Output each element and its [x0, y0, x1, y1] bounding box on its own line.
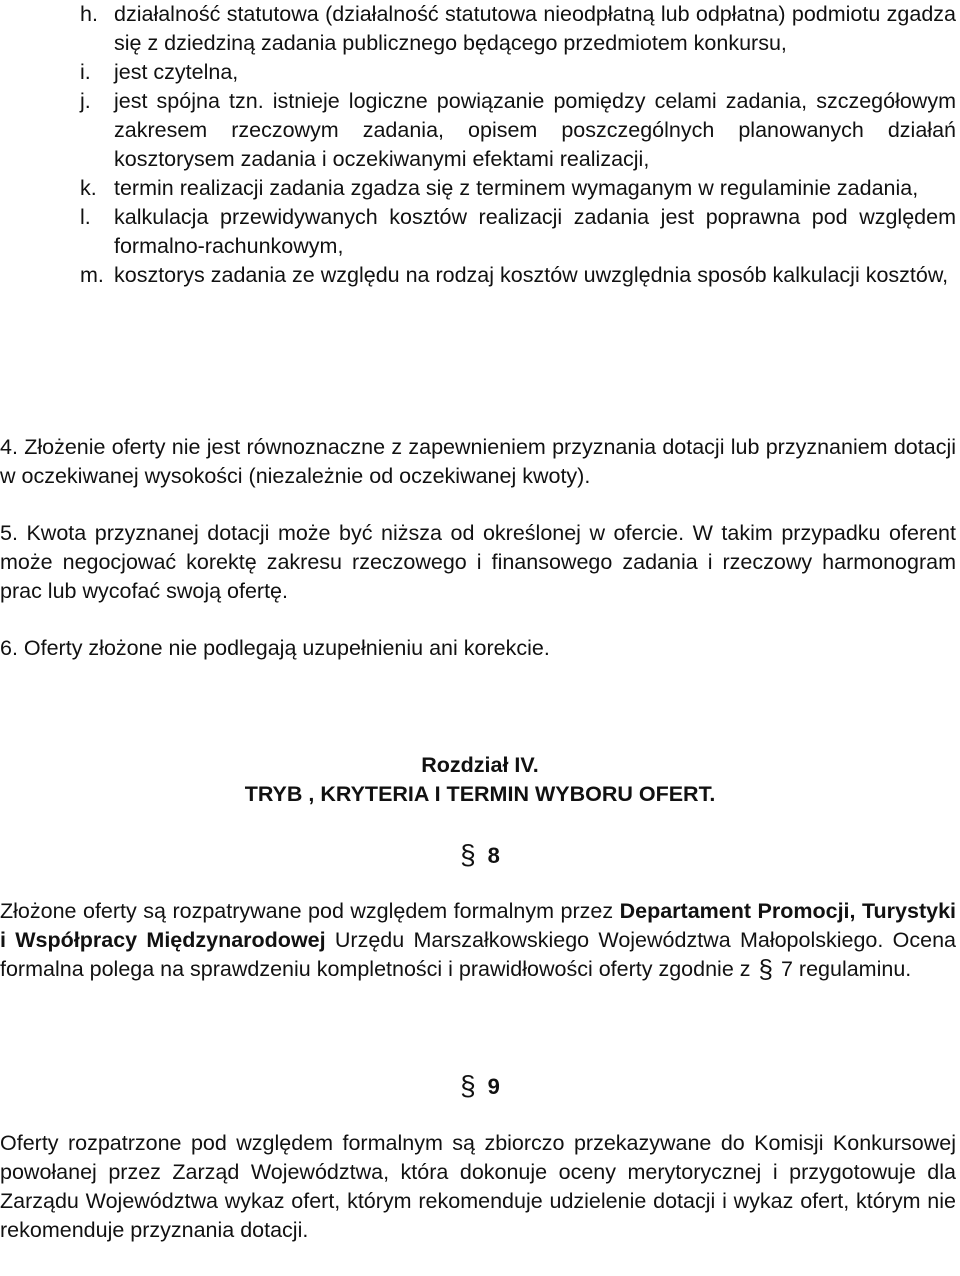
point-6: 6. Oferty złożone nie podlegają uzupełnieniu ani korekcie.	[0, 636, 550, 660]
list-marker: j.	[80, 89, 91, 113]
point-5: 5. Kwota przyznanej dotacji może być niższa od określonej w ofercie. W takim przypadku oferent może negocjować korektę zakresu rzeczowego i finansowego zadania i rzeczowy harmonogram prac lub wycofać swoją ofertę.	[0, 521, 956, 603]
paragraph-text: 7 regulaminu.	[780, 957, 912, 981]
chapter-number: Rozdział IV.	[421, 753, 539, 777]
section-8-paragraph	[0, 897, 956, 984]
section-9-heading	[0, 1071, 960, 1101]
list-item-text: jest spójna tzn. istnieje logiczne powiązanie pomiędzy celami zadania, szczegółowym zakresem rzeczowym zadania, opisem poszczególnych planowanych działań kosztorysem zadania i oczekiwanymi efektami realizacji,	[114, 89, 956, 171]
section-9-paragraph: Oferty rozpatrzone pod względem formalnym są zbiorczo przekazywane do Komisji Konkursowej powołanej przez Zarząd Województwa, która dokonuje oceny merytorycznej i przygotowuje dla Zarządu Województwa wykaz ofert, którym rekomenduje udzielenie dotacji i wykaz ofert, którym nie rekomenduje przyznania dotacji.	[0, 1131, 956, 1242]
list-marker: m.	[80, 263, 104, 287]
point-4: 4. Złożenie oferty nie jest równoznaczne z zapewnieniem przyznania dotacji lub przyznaniem dotacji w oczekiwanej wysokości (niezależnie od oczekiwanej kwoty).	[0, 435, 956, 488]
list-item-text: jest czytelna,	[114, 60, 239, 84]
list-item	[0, 58, 956, 87]
list-item	[0, 174, 956, 203]
list-item	[0, 203, 956, 261]
list-item-text: kosztorys zadania ze względu na rodzaj kosztów uwzględnia sposób kalkulacji kosztów,	[114, 263, 949, 287]
list-marker: i.	[80, 60, 91, 84]
criteria-list	[0, 0, 956, 290]
section-8-heading	[0, 840, 960, 870]
list-item-text: termin realizacji zadania zgadza się z terminem wymaganym w regulaminie zadania,	[114, 176, 919, 200]
section-sign-icon: §	[758, 954, 773, 984]
list-item	[0, 0, 956, 58]
section-sign-icon: §	[460, 1070, 476, 1101]
section-sign-icon: §	[460, 839, 476, 870]
list-marker: h.	[80, 2, 98, 26]
paragraph-text: Złożone oferty są rozpatrywane pod względem formalnym przez	[0, 899, 620, 923]
paragraph-text: Urzędu Marszałkowskiego Województwa Małopolskiego. Ocena formalna polega na sprawdzeniu kompletności i prawidłowości oferty zgodnie z	[0, 928, 956, 981]
section-number: 8	[487, 843, 500, 868]
department-name: Departament Promocji, Turystyki i Współpracy Międzynarodowej	[0, 899, 956, 952]
list-marker: l.	[80, 205, 91, 229]
list-item-text: kalkulacja przewidywanych kosztów realizacji zadania jest poprawna pod względem formalno-rachunkowym,	[114, 205, 956, 258]
list-marker: k.	[80, 176, 97, 200]
list-item	[0, 87, 956, 174]
section-number: 9	[487, 1074, 500, 1099]
list-item-text: działalność statutowa (działalność statutowa nieodpłatną lub odpłatna) podmiotu zgadza się z dziedziną zadania publicznego będącego przedmiotem konkursu,	[114, 2, 956, 55]
chapter-title: TRYB , KRYTERIA I TERMIN WYBORU OFERT.	[244, 782, 716, 806]
list-item	[0, 261, 956, 290]
